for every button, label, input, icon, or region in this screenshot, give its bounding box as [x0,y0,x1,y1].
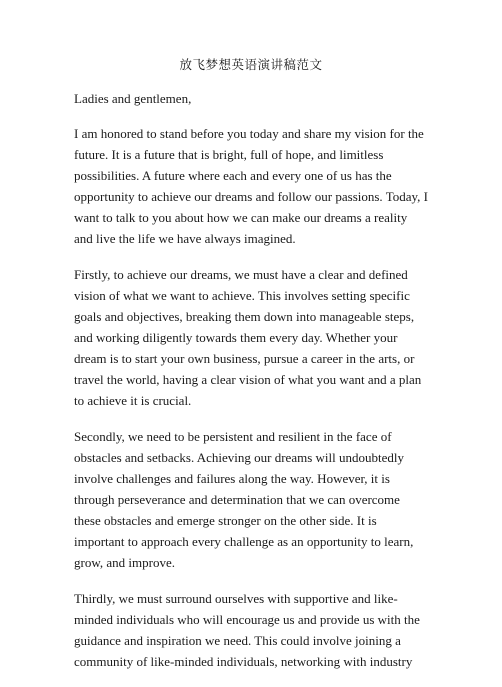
paragraph-firstly: Firstly, to achieve our dreams, we must have a clear and defined vision of what we want to achieve. This involves setting specific goals and objectives, breaking them down into manageable steps, and working diligently towards them every day. Whether your dream is to start your own business, pursue a career in the arts, or travel the world, having a clear vision of what you want and a plan to achieve it is crucial. [74,267,422,408]
greeting: Ladies and gentlemen, [74,91,192,106]
document-title: 放飞梦想英语演讲稿范文 [179,57,323,72]
speech-body [74,88,428,687]
paragraph-secondly: Secondly, we need to be persistent and resilient in the face of obstacles and setbacks. Achieving our dreams will undoubtedly involve challenges and failures along the way. However, it is through perseverance and determination that we can overcome these obstacles and emerge stronger on the other side. It is important to approach every challenge as an opportunity to learn, grow, and improve. [74,429,414,570]
paragraph-intro: I am honored to stand before you today and share my vision for the future. It is a future that is bright, full of hope, and limitless possibilities. A future where each and every one of us has the opportunity to achieve our dreams and follow our passions. Today, I want to talk to you about how we can make our dreams a reality and live the life we have always imagined. [74,126,428,246]
paragraph-thirdly: Thirdly, we must surround ourselves with supportive and like-minded individuals who will encourage us and provide us with the guidance and inspiration we need. This could involve joining a community of like-minded individuals, networking with industry [74,591,420,669]
